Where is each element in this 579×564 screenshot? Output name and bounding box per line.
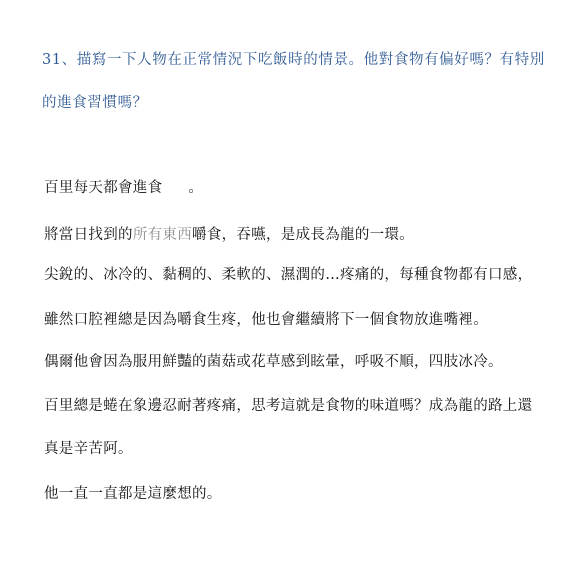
answer-line-5: 偶爾他會因為服用鮮豔的菌菇或花草感到眩暈，呼吸不順，四肢冰冷。 bbox=[44, 354, 503, 370]
answer-line-1-text: 百里每天都會進食 bbox=[44, 180, 163, 196]
answer-line-1 bbox=[44, 178, 569, 198]
answer-line-8: 他一直一直都是這麼想的。 bbox=[44, 486, 222, 502]
answer-line-3: 尖銳的、冰冷的、黏稠的、柔軟的、濕潤的…疼痛的，每種食物都有口感， bbox=[44, 267, 533, 283]
answer-line-2-prefix: 將當日找到的 bbox=[44, 227, 133, 243]
answer-line-2 bbox=[44, 225, 569, 245]
answer-line-1-end: 。 bbox=[188, 180, 204, 196]
answer-line-4: 雖然口腔裡總是因為嚼食生疼，他也會繼續將下一個食物放進嘴裡。 bbox=[44, 312, 488, 328]
question-line-1: 31、描寫一下人物在正常情況下吃飯時的情景。他對食物有偏好嗎？有特別 bbox=[42, 52, 545, 68]
answer-line-2-faint-text: 所有東西 bbox=[132, 227, 193, 243]
answer-line-6: 百里總是蜷在象邊忍耐著疼痛，思考這就是食物的味道嗎？成為龍的路上還 bbox=[44, 398, 533, 414]
question-line-2: 的進食習慣嗎？ bbox=[42, 95, 148, 111]
answer-line-2-suffix: 嚼食，吞嚥，是成長為龍的一環。 bbox=[192, 227, 415, 243]
answer-line-7: 真是辛苦阿。 bbox=[44, 441, 133, 457]
